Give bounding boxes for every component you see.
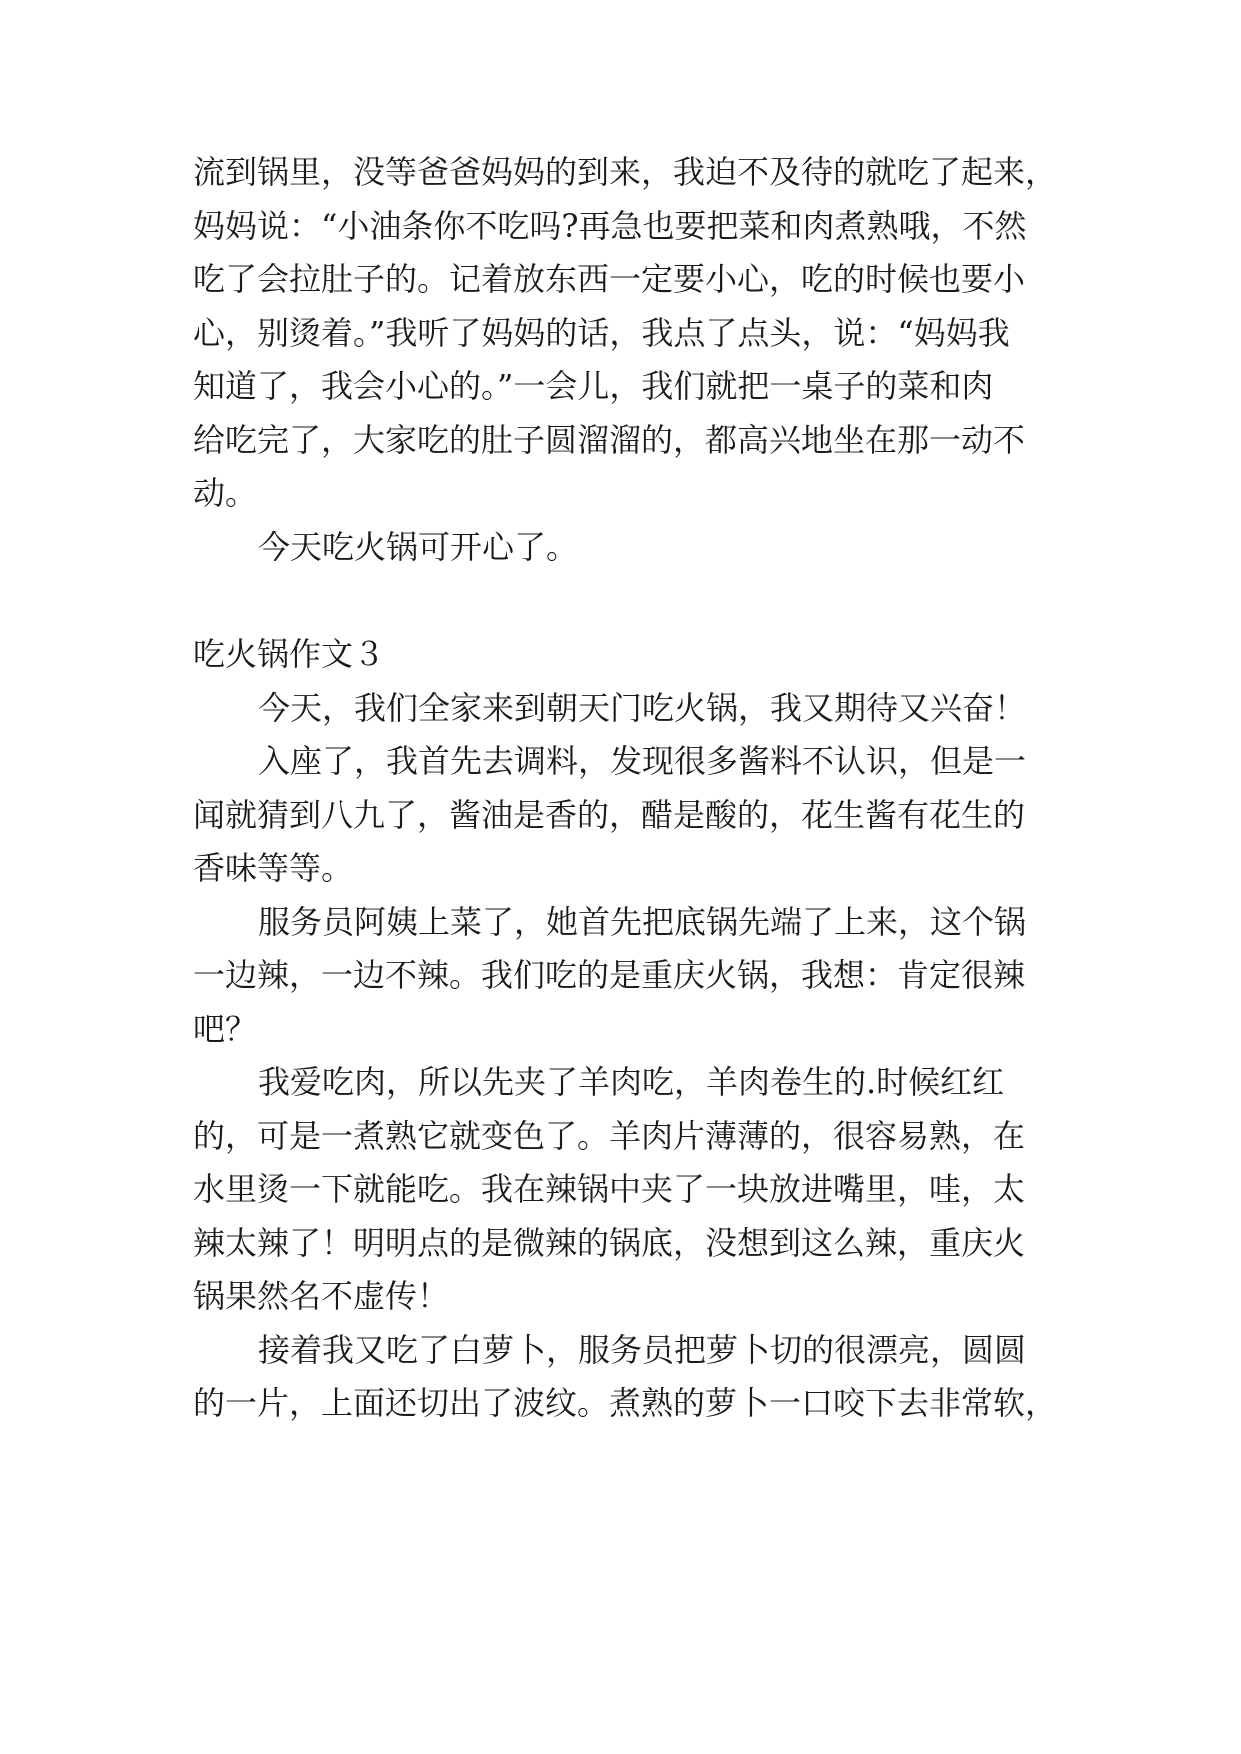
paragraph-line: 水里烫一下就能吃。我在辣锅中夹了一块放进嘴里，哇，太 bbox=[193, 1170, 1026, 1208]
paragraph-line: 给吃完了，大家吃的肚子圆溜溜的，都高兴地坐在那一动不 bbox=[193, 421, 1026, 459]
paragraph-line: 今天，我们全家来到朝天门吃火锅，我又期待又兴奋！ bbox=[258, 689, 1027, 727]
paragraph-line: 的，可是一煮熟它就变色了。羊肉片薄薄的，很容易熟，在 bbox=[193, 1117, 1026, 1155]
paragraph-line: 我爱吃肉，所以先夹了羊肉吃，羊肉卷生的.时候红红 bbox=[258, 1063, 1005, 1101]
paragraph-line: 闻就猜到八九了，酱油是香的，醋是酸的，花生酱有花生的 bbox=[193, 796, 1026, 834]
paragraph-line: 动。 bbox=[193, 474, 258, 512]
paragraph-line: 知道了，我会小心的。”一会儿，我们就把一桌子的菜和肉 bbox=[193, 367, 994, 405]
paragraph-line: 入座了，我首先去调料，发现很多酱料不认识，但是一 bbox=[258, 742, 1027, 780]
paragraph-line: 今天吃火锅可开心了。 bbox=[258, 528, 579, 566]
paragraph-line: 流到锅里，没等爸爸妈妈的到来，我迫不及待的就吃了起来， bbox=[193, 153, 1058, 191]
paragraph-line: 心，别烫着。”我听了妈妈的话，我点了点头，说：“妈妈我 bbox=[193, 314, 1010, 352]
paragraph-line: 的一片，上面还切出了波纹。煮熟的萝卜一口咬下去非常软， bbox=[193, 1384, 1058, 1422]
paragraph-line: 一边辣，一边不辣。我们吃的是重庆火锅，我想：肯定很辣 bbox=[193, 956, 1026, 994]
paragraph-line: 接着我又吃了白萝卜，服务员把萝卜切的很漂亮，圆圆 bbox=[258, 1331, 1027, 1369]
paragraph-line: 锅果然名不虚传！ bbox=[193, 1277, 450, 1315]
paragraph-line: 妈妈说：“小油条你不吃吗?再急也要把菜和肉煮熟哦，不然 bbox=[193, 207, 1027, 245]
paragraph-line: 吃了会拉肚子的。记着放东西一定要小心，吃的时候也要小 bbox=[193, 260, 1026, 298]
paragraph-line: 吧？ bbox=[193, 1010, 258, 1048]
section-title: 吃火锅作文３ bbox=[193, 635, 386, 673]
paragraph-line: 服务员阿姨上菜了，她首先把底锅先端了上来，这个锅 bbox=[258, 903, 1027, 941]
paragraph-line: 香味等等。 bbox=[193, 849, 354, 887]
paragraph-line: 辣太辣了！明明点的是微辣的锅底，没想到这么辣，重庆火 bbox=[193, 1224, 1026, 1262]
